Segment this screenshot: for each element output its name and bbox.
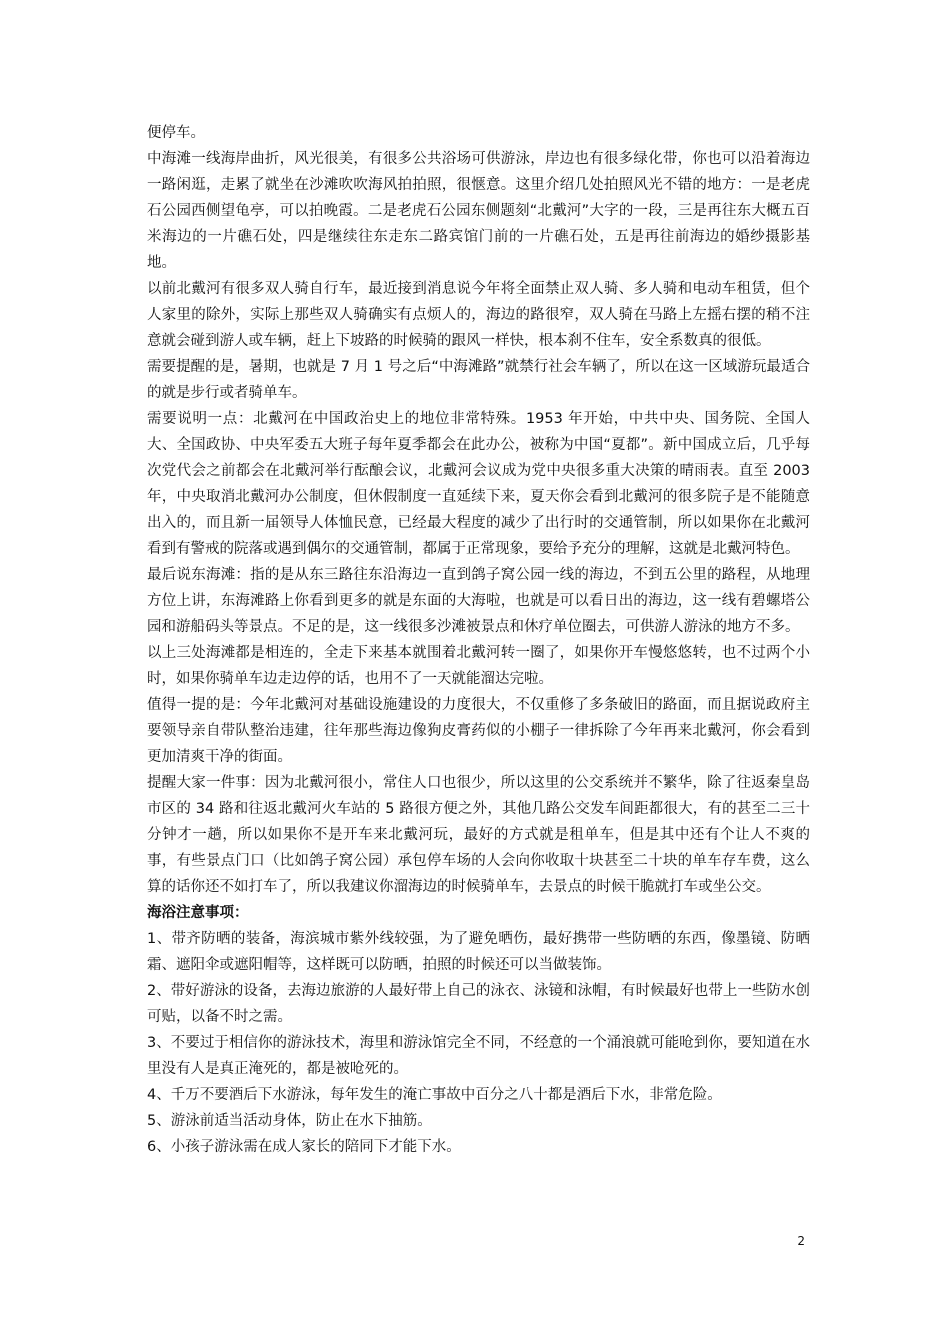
paragraph: 便停车。 <box>147 125 205 141</box>
paragraph: 以上三处海滩都是相连的，全走下来基本就围着北戴河转一圈了，如果你开车慢悠悠转，也不过两个小时，如果你骑单车边走边停的话，也用不了一天就能溜达完啦。 <box>147 645 810 687</box>
paragraph: 最后说东海滩：指的是从东三路往东沿海边一直到鸽子窝公园一线的海边，不到五公里的路程，从地理方位上讲，东海滩路上你看到更多的就是东面的大海啦，也就是可以看日出的海边，这一线有碧螺塔公园和游船码头等景点。不足的是，这一线很多沙滩被景点和休疗单位圈去，可供游人游泳的地方不多。 <box>147 567 810 635</box>
paragraph: 需要说明一点：北戴河在中国政治史上的地位非常特殊。1953 年开始，中共中央、国务院、全国人大、全国政协、中央军委五大班子每年夏季都会在此办公，被称为中国“夏都”。新中国成立后，几乎每次党代会之前都会在北戴河举行酝酿会议，北戴河会议成为党中央很多重大决策的晴雨表。直至 2003 年，中央取消北戴河办公制度，但休假制度一直延续下来，夏天你会看到北戴河的很多院子是不能随意出入的，而且新一届领导人体恤民意，已经最大程度的减少了出行时的交通管制，所以如果你在北戴河看到有警戒的院落或遇到偶尔的交通管制，都属于正常现象，要给予充分的理解，这就是北戴河特色。 <box>147 411 810 557</box>
tip-item: 6、小孩子游泳需在成人家长的陪同下才能下水。 <box>147 1139 461 1155</box>
paragraph: 提醒大家一件事：因为北戴河很小，常住人口也很少，所以这里的公交系统并不繁华，除了往返秦皇岛市区的 34 路和往返北戴河火车站的 5 路很方便之外，其他几路公交发车间距都很大，有的甚至二三十分钟才一趟，所以如果你不是开车来北戴河玩，最好的方式就是租单车，但是其中还有个让人不爽的事，有些景点门口（比如鸽子窝公园）承包停车场的人会向你收取十块甚至二十块的单车存车费，这么算的话你还不如打车了，所以我建议你溜海边的时候骑单车，去景点的时候干脆就打车或坐公交。 <box>147 775 810 895</box>
tip-item: 2、带好游泳的设备，去海边旅游的人最好带上自己的泳衣、泳镜和泳帽，有时候最好也带上一些防水创可贴，以备不时之需。 <box>147 983 810 1025</box>
paragraph: 值得一提的是：今年北戴河对基础设施建设的力度很大，不仅重修了多条破旧的路面，而且据说政府主要领导亲自带队整治违建，往年那些海边像狗皮膏药似的小棚子一律拆除了今年再来北戴河，你会看到更加清爽干净的街面。 <box>147 697 810 765</box>
paragraph: 需要提醒的是，暑期，也就是 7 月 1 号之后“中海滩路”就禁行社会车辆了，所以在这一区域游玩最适合的就是步行或者骑单车。 <box>147 359 810 401</box>
tip-item: 3、不要过于相信你的游泳技术，海里和游泳馆完全不同，不经意的一个涌浪就可能呛到你，要知道在水里没有人是真正淹死的，都是被呛死的。 <box>147 1035 810 1077</box>
tip-item: 1、带齐防晒的装备，海滨城市紫外线较强，为了避免晒伤，最好携带一些防晒的东西，像墨镜、防晒霜、遮阳伞或遮阳帽等，这样既可以防晒，拍照的时候还可以当做装饰。 <box>147 931 810 973</box>
paragraph: 以前北戴河有很多双人骑自行车，最近接到消息说今年将全面禁止双人骑、多人骑和电动车租赁，但个人家里的除外，实际上那些双人骑确实有点烦人的，海边的路很窄，双人骑在马路上左摇右摆的稍不注意就会碰到游人或车辆，赶上下坡路的时候骑的跟风一样快，根本刹不住车，安全系数真的很低。 <box>147 281 810 349</box>
page-body <box>147 120 810 1160</box>
section-heading: 海浴注意事项： <box>147 905 249 921</box>
tip-item: 4、千万不要酒后下水游泳，每年发生的淹亡事故中百分之八十都是酒后下水，非常危险。 <box>147 1087 722 1103</box>
tip-item: 5、游泳前适当活动身体，防止在水下抽筋。 <box>147 1113 432 1129</box>
page-number: 2 <box>797 1234 805 1248</box>
paragraph: 中海滩一线海岸曲折，风光很美，有很多公共浴场可供游泳，岸边也有很多绿化带，你也可以沿着海边一路闲逛，走累了就坐在沙滩吹吹海风拍拍照，很惬意。这里介绍几处拍照风光不错的地方：一是老虎石公园西侧望龟亭，可以拍晚霞。二是老虎石公园东侧题刻“北戴河”大字的一段，三是再往东大概五百米海边的一片礁石处，四是继续往东走东二路宾馆门前的一片礁石处，五是再往前海边的婚纱摄影基地。 <box>147 151 810 271</box>
